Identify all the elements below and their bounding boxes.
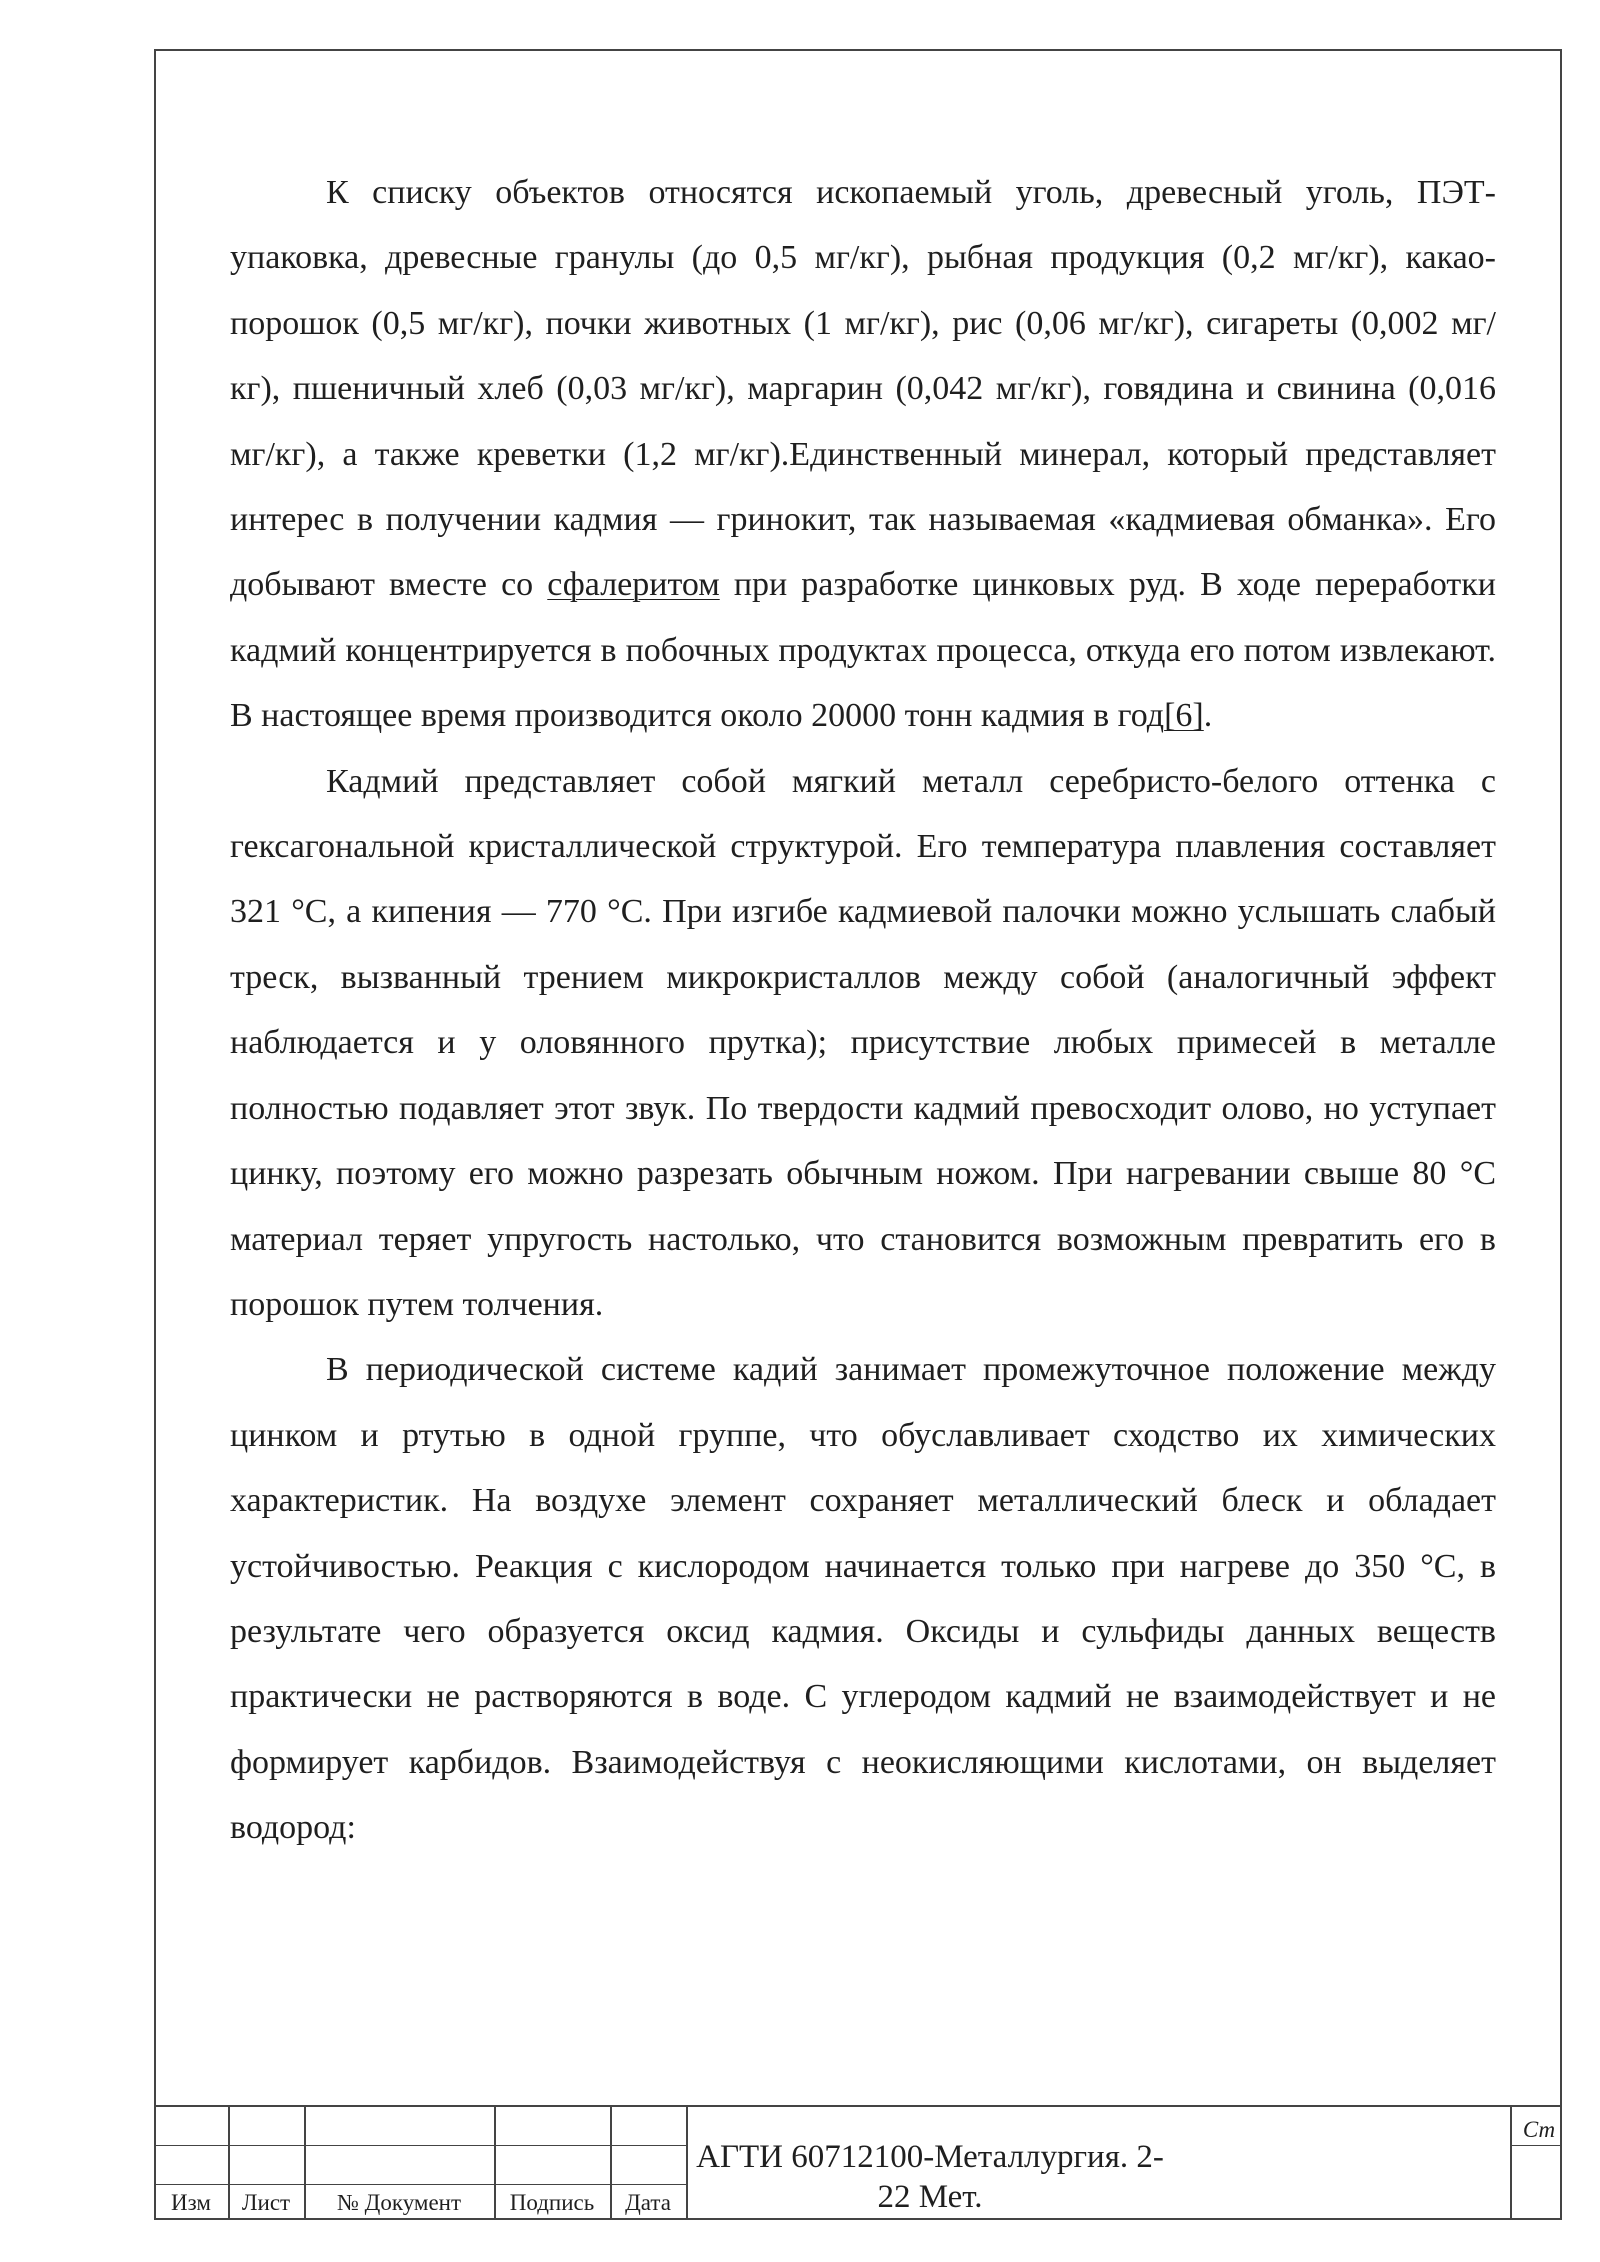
- stamp-label-signature: Подпись: [509, 2190, 595, 2215]
- paragraph-1: [230, 160, 1496, 749]
- stamp-label-list: Лист: [241, 2190, 291, 2215]
- sheet-label: Ст: [1522, 2117, 1556, 2142]
- stamp-row-line: [154, 2184, 686, 2185]
- stamp-label-document: № Документ: [336, 2190, 462, 2215]
- stamp-divider: [1510, 2107, 1512, 2220]
- paragraph-1-text-start: К списку объектов относятся ископаемый уголь, древесный уголь, ПЭТ-упаковка, древесные гранулы (до 0,5 мг/кг), рыбная продукция (0,2 мг/кг), какао-порошок (0,5 мг/кг), почки животных (1 мг/кг), рис (0,06 мг/кг), сигареты (0,002 мг/кг), пшеничный хлеб (0,03 мг/кг), маргарин (0,042 мг/кг), говядина и свинина (0,016 мг/кг), а также креветки (1,2 мг/кг).Единственный минерал, который представляет интерес в получении кадмия — гринокит, так называемая «кадмиевая обманка». Его добывают вместе со: [230, 174, 1496, 604]
- stamp-row-line: [1510, 2145, 1562, 2146]
- stamp-divider: [686, 2107, 688, 2220]
- reference-link-6[interactable]: [6]: [1164, 697, 1204, 735]
- stamp-row-line: [154, 2145, 686, 2146]
- stamp-label-izm: Изм: [171, 2190, 211, 2215]
- paragraph-1-text-end: .: [1203, 697, 1213, 735]
- sphalerite-link[interactable]: сфалеритом: [547, 566, 720, 604]
- paragraph-3: В периодической системе кадий занимает промежуточное положение между цинком и ртутью в одной группе, что обуславливает сходство их химических характеристик. На воздухе элемент сохраняет металлический блеск и обладает устойчивостью. Реакция с кислородом начинается только при нагреве до 350 °С, в результате чего образуется оксид кадмия. Оксиды и сульфиды данных веществ практически не растворяются в воде. С углеродом кадмий не взаимодействует и не формирует карбидов. Взаимодействуя с неокисляющими кислотами, он выделяет водород:: [230, 1351, 1496, 1847]
- paragraph-2: Кадмий представляет собой мягкий металл серебристо-белого оттенка с гексагональной кристаллической структурой. Его температура плавления составляет 321 °С, а кипения — 770 °С. При изгибе кадмиевой палочки можно услышать слабый треск, вызванный трением микрокристаллов между собой (аналогичный эффект наблюдается и у оловянного прутка); присутствие любых примесей в металле полностью подавляет этот звук. По твердости кадмий превосходит олово, но уступает цинку, поэтому его можно разрезать обычным ножом. При нагревании свыше 80 °С материал теряет упругость настолько, что становится возможным превратить его в порошок путем толчения.: [230, 762, 1496, 1323]
- document-body: [230, 160, 1496, 1861]
- title-block: [154, 2105, 1562, 2220]
- document-code: АГТИ 60712100-Металлургия. 2-22 Мет.: [696, 2139, 1164, 2215]
- paragraph-1-text-middle: при разработке цинковых руд. В ходе переработки кадмий концентрируется в побочных продуктах процесса, откуда его потом извлекают. В настоящее время производится около 20000 тонн кадмия в год: [230, 566, 1496, 735]
- stamp-label-date: Дата: [625, 2190, 671, 2215]
